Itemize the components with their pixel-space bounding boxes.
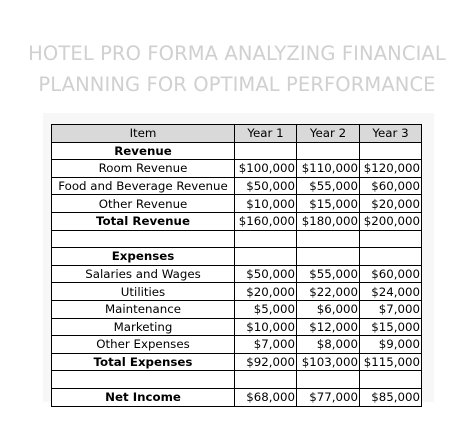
total-row (52, 212, 422, 230)
table-row (52, 177, 422, 195)
value-cell-year-2: $8,000 (297, 336, 360, 354)
row-label-cell: Total Revenue (52, 212, 235, 230)
value-cell-year-1: $10,000 (235, 195, 297, 213)
value-cell-year-2 (297, 248, 360, 266)
section-header-row (52, 142, 422, 160)
value-cell-year-3 (360, 248, 422, 266)
value-cell-year-2: $12,000 (297, 318, 360, 336)
table-row (52, 195, 422, 213)
value-cell-year-1: $20,000 (235, 283, 297, 301)
table-row (52, 336, 422, 354)
value-cell-year-2: $180,000 (297, 212, 360, 230)
value-cell-year-3: $24,000 (360, 283, 422, 301)
row-label-cell: Net Income (52, 388, 235, 406)
title-line-2: PLANNING FOR OPTIMAL PERFORMANCE (38, 73, 436, 96)
value-cell-year-2: $6,000 (297, 300, 360, 318)
row-label-cell (52, 371, 235, 389)
value-cell-year-2: $77,000 (297, 388, 360, 406)
value-cell-year-1: $68,000 (235, 388, 297, 406)
pro-forma-table (51, 124, 422, 407)
row-label-cell: Total Expenses (52, 353, 235, 371)
value-cell-year-1: $100,000 (235, 160, 297, 178)
row-label-cell: Marketing (52, 318, 235, 336)
row-label-cell: Maintenance (52, 300, 235, 318)
row-label-cell: Utilities (52, 283, 235, 301)
header-cell-year-3: Year 3 (360, 125, 422, 143)
value-cell-year-1 (235, 142, 297, 160)
value-cell-year-1: $160,000 (235, 212, 297, 230)
title-line-1: HOTEL PRO FORMA ANALYZING FINANCIAL (28, 42, 446, 65)
value-cell-year-1: $50,000 (235, 177, 297, 195)
page-title (0, 38, 474, 100)
row-label-cell: Room Revenue (52, 160, 235, 178)
row-label-cell (52, 230, 235, 248)
value-cell-year-1 (235, 230, 297, 248)
table-row (52, 265, 422, 283)
value-cell-year-3 (360, 230, 422, 248)
row-label-cell: Other Expenses (52, 336, 235, 354)
value-cell-year-3: $115,000 (360, 353, 422, 371)
value-cell-year-2: $15,000 (297, 195, 360, 213)
value-cell-year-3: $9,000 (360, 336, 422, 354)
value-cell-year-2: $55,000 (297, 177, 360, 195)
total-row (52, 388, 422, 406)
total-row (52, 353, 422, 371)
value-cell-year-2: $55,000 (297, 265, 360, 283)
value-cell-year-2: $110,000 (297, 160, 360, 178)
value-cell-year-1: $5,000 (235, 300, 297, 318)
value-cell-year-3 (360, 142, 422, 160)
table-row (52, 283, 422, 301)
row-label-cell: Expenses (52, 248, 235, 266)
blank-row (52, 230, 422, 248)
table-body (52, 125, 422, 407)
value-cell-year-2 (297, 230, 360, 248)
value-cell-year-2: $22,000 (297, 283, 360, 301)
value-cell-year-1: $50,000 (235, 265, 297, 283)
value-cell-year-3: $85,000 (360, 388, 422, 406)
value-cell-year-2 (297, 142, 360, 160)
value-cell-year-1: $92,000 (235, 353, 297, 371)
table-row (52, 160, 422, 178)
section-header-row (52, 248, 422, 266)
header-cell-year-2: Year 2 (297, 125, 360, 143)
value-cell-year-3: $60,000 (360, 177, 422, 195)
value-cell-year-1 (235, 248, 297, 266)
row-label-cell: Food and Beverage Revenue (52, 177, 235, 195)
row-label-cell: Other Revenue (52, 195, 235, 213)
header-cell-year-1: Year 1 (235, 125, 297, 143)
value-cell-year-1: $10,000 (235, 318, 297, 336)
value-cell-year-3: $120,000 (360, 160, 422, 178)
value-cell-year-3 (360, 371, 422, 389)
value-cell-year-1: $7,000 (235, 336, 297, 354)
value-cell-year-3: $200,000 (360, 212, 422, 230)
value-cell-year-1 (235, 371, 297, 389)
blank-row (52, 371, 422, 389)
row-label-cell: Revenue (52, 142, 235, 160)
row-label-cell: Salaries and Wages (52, 265, 235, 283)
value-cell-year-3: $7,000 (360, 300, 422, 318)
header-cell-item: Item (52, 125, 235, 143)
value-cell-year-3: $60,000 (360, 265, 422, 283)
value-cell-year-3: $20,000 (360, 195, 422, 213)
table-row (52, 300, 422, 318)
value-cell-year-2 (297, 371, 360, 389)
value-cell-year-2: $103,000 (297, 353, 360, 371)
table-row (52, 318, 422, 336)
value-cell-year-3: $15,000 (360, 318, 422, 336)
table-header-row (52, 125, 422, 143)
